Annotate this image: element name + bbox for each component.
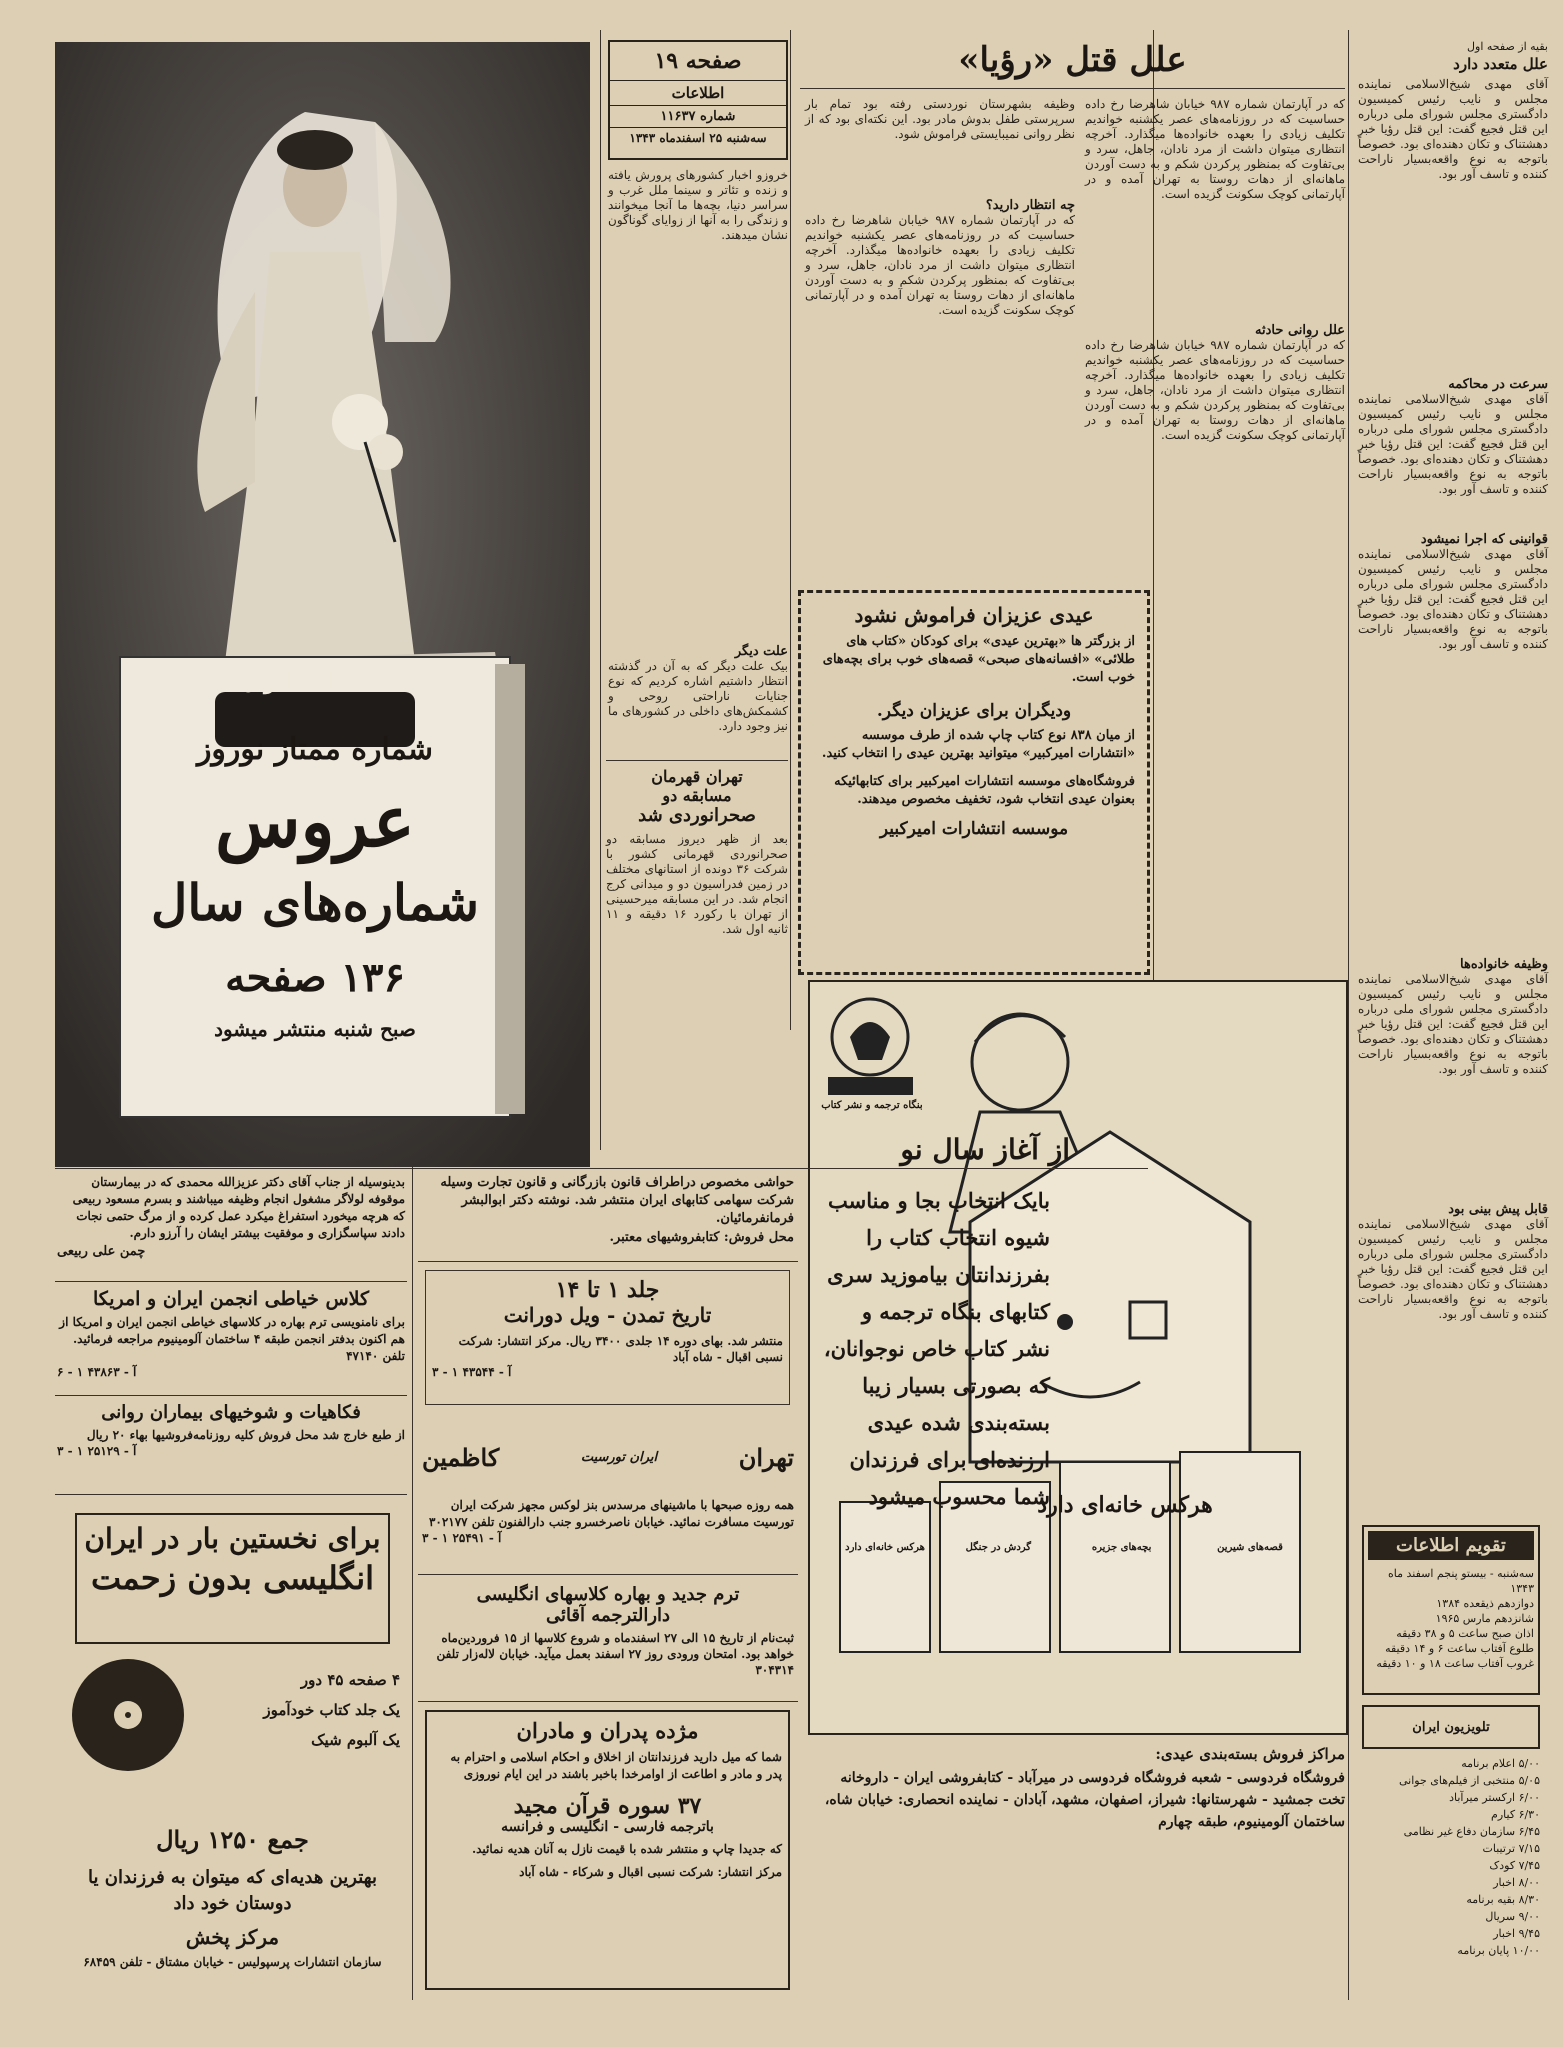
english-title-1: برای نخستین بار در ایران — [84, 1522, 381, 1555]
right-heading-1: علل متعدد دارد — [1453, 55, 1548, 73]
eidi-publisher: موسسه انتشارات امیرکبیر — [879, 819, 1069, 839]
english-list — [200, 1665, 400, 1755]
right-heading-5: قابل پیش بینی بود — [1448, 1202, 1548, 1217]
tv-item: ۵/۰۰ اعلام برنامه — [1461, 1757, 1540, 1770]
english-list-item: یک جلد کتاب خودآموز — [263, 1701, 400, 1719]
right-body-2: آقای مهدی شیخ‌الاسلامی نماینده مجلس و نایب رئیس کمیسیون دادگستری مجلس شورای ملی درباره این قتل فجیع گفت: این قتل رؤیا خبر دهشتناک و تکان دهنده‌ای بود. خصوصاً باتوجه به نوع واقعه‌بسیار ناراحت کننده و تاسف آور بود. — [1358, 392, 1548, 496]
english-center-label: مرکز پخش — [185, 1925, 280, 1949]
main-subhead-2: علل روانی حادثه — [1255, 323, 1345, 338]
history-body: منتشر شد. بهای دوره ۱۴ جلدی ۳۴۰۰ ریال. مرکز انتشار: شرکت نسبی اقبال - شاه آباد — [458, 1334, 783, 1364]
race-title-3: صحرانوردی شد — [638, 805, 756, 826]
book-ad-sales — [810, 1745, 1345, 1995]
calendar-line: غروب آفتاب ساعت ۱۸ و ۱۰ دقیقه — [1376, 1657, 1534, 1670]
right-heading-2: سرعت در محاکمه — [1448, 377, 1548, 392]
history-title-1: جلد ۱ تا ۱۴ — [555, 1277, 660, 1303]
main-article-title: علل قتل «رؤیا» — [800, 38, 1345, 89]
tv-item: ۸/۰۰ اخبار — [1493, 1876, 1540, 1889]
travel-brand: ایران تورسیت — [580, 1449, 658, 1465]
calendar-line: سه‌شنبه - بیستو پنجم اسفند ماه ۱۳۴۳ — [1387, 1567, 1534, 1595]
column-rule — [412, 1160, 413, 2000]
legal-books-text: حواشی مخصوص دراطراف قانون بازرگانی و قانون تجارت وسیله شرکت سهامی کتابهای ایران منتشر شد. نوشته دکتر ابوالبشر فرمانفرمائیان. — [440, 1175, 794, 1226]
jokes-ad — [55, 1400, 407, 1495]
english-ad — [60, 1505, 405, 1995]
eidi-line2: از میان ۸۳۸ نوع کتاب چاپ شده از طرف موسسه «انتشارات امیرکبیر» میتوانید بهترین عیدی را انتخاب کنید. — [821, 728, 1135, 761]
history-ad — [425, 1270, 790, 1405]
tv-item: ۹/۰۰ سریال — [1485, 1910, 1540, 1923]
book-ad-body: بایک انتخاب بجا و مناسب شیوه انتخاب کتاب را بفرزندانتان بیاموزید سری کتابهای بنگاه ترجمه و نشر کتاب خاص نوجوانان، که بصورتی بسیار زیبا بسته‌بندی شده عیدی ارزنده‌ای برای فرزندان شما محسوب میشود — [823, 1188, 1050, 1509]
eidi-title: عیدی عزیزان فراموش نشود — [854, 603, 1094, 627]
tehran-race-article — [606, 760, 788, 1130]
travel-city-1: تهران — [738, 1442, 794, 1472]
issue-date: سه‌شنبه ۲۵ اسفندماه ۱۳۴۳ — [629, 131, 767, 145]
tv-logo: تلویزیون ایران — [1362, 1705, 1540, 1749]
tv-item: ۵/۰۵ منتخبی از فیلم‌های جوانی — [1399, 1774, 1540, 1787]
banovan-line1: شماره ممتاز نوروز — [196, 732, 434, 767]
english-list-item: ۴ صفحه ۴۵ دور — [300, 1671, 400, 1689]
publisher-logo-caption: بنگاه ترجمه و نشر کتاب — [821, 1100, 923, 1111]
banovan-line4: ۱۳۶ صفحه — [225, 954, 405, 1001]
english-list-item: یک آلبوم شیک — [311, 1731, 400, 1749]
jokes-ref: آ - ۲۵۱۲۹ ۱ - ۳ — [57, 1444, 137, 1458]
race-title-1: تهران قهرمان — [651, 767, 743, 786]
eidi-line1: از بزرگتر ها «بهترین عیدی» برای کودکان «کتاب های طلائی» «افسانه‌های صبحی» قصه‌های خوب برای بچه‌های خوب است. — [822, 634, 1135, 685]
continued-label: بقیه از صفحه اول — [1467, 40, 1548, 53]
sales-body: فروشگاه فردوسی - شعبه فروشگاه فردوسی در میرآباد - کتابفروشی ایران - داروخانه تخت جمشید - شهرستانها: شیراز، اصفهان، مشهد، آبادان - نماینده انحصاری: خیابان شاه، ساختمان آلومینیوم، طبقه چهارم — [824, 1770, 1345, 1830]
tv-item: ۶/۰۰ ارکستر میرآباد — [1449, 1791, 1540, 1804]
banovan-line5: صبح شنبه منتشر میشود — [214, 1017, 416, 1041]
travel-city-2: کاظمین — [422, 1442, 500, 1472]
eidi-ad — [798, 590, 1150, 975]
calendar-line: دوازدهم ذیقعده ۱۳۸۴ — [1436, 1597, 1534, 1610]
jokes-body: از طبع خارج شد محل فروش کلیه روزنامه‌فروشیها بهاء ۲۰ ریال — [86, 1428, 405, 1442]
eidi-subtitle: وديگران برای عزیزان دیگر. — [876, 701, 1072, 721]
classes-title-1: ترم جدید و بهاره کلاسهای انگلیسی — [476, 1584, 740, 1605]
column-rule — [1348, 30, 1349, 2000]
tv-schedule — [1362, 1705, 1540, 1995]
tailoring-title: کلاس خیاطی انجمن ایران و امریکا — [92, 1288, 370, 1310]
banovan-ad — [55, 42, 590, 1167]
tailoring-body: برای نامنویسی ترم بهاره در کلاسهای خیاطی انجمن ایران و امریکا از هم اکنون بدفتر انجمن طبقه ۴ ساختمان آلومینیوم مراجعه فرمائید. تلفن ۴۷۱۴۰ — [59, 1315, 405, 1363]
tailoring-ad — [55, 1286, 407, 1396]
page-label: صفحه ۱۹ — [610, 42, 786, 81]
classes-body: ثبت‌نام از تاریخ ۱۵ الی ۲۷ اسفندماه و شروع کلاسها از ۱۵ فروردین‌ماه خواهد بود. امتحان ورودی روز ۲۷ اسفند بعمل میآید. خیابان لاله‌زار تلفن ۳۰۴۳۱۴ — [436, 1631, 794, 1677]
main-body-col2: که در آپارتمان شماره ۹۸۷ خیابان شاهرضا رخ داده حساسیت که در روزنامه‌های عصر یکشنبه خواندیم تکلیف زیادی را بعهده خانواده‌ها میگذارد. آخرچه انتظاری میتوان داشت از مرد نادان، جاهل، سرد و بی‌تفاوت که بمنظور پرکردن شکم و به دست آوردن ماهانه‌ای از دهات روستا به تهران آمده و در آپارتمانی کوچک سکونت گزیده است. — [805, 213, 1075, 317]
record-icon — [68, 1655, 188, 1775]
thanks-text: بدینوسیله از جناب آقای دکتر عزیزالله محمدی که در بیمارستان موقوفه لولاگر مشغول انجام وظیفه میباشند و بسرم مسعود ربیعی که هرچه میخورد استفراغ میکرد عمل کرده و از مرگ حتمی نجات دادند سپاسگزاری و موفقیت بیشتر ایشان را آرزو دارم. — [72, 1175, 405, 1240]
legal-books-place: محل فروش: کتابفروشیهای معتبر. — [609, 1230, 794, 1245]
quran-body-2: که جدیدا چاپ و منتشر شده با قیمت نازل به آنان هدیه نمائید. — [471, 1842, 782, 1856]
inner-body-2: بیک علت دیگر که به آن در گذشته انتظار داشتیم اشاره کردیم که نوع جنایات ناراحتی روحی و کشمکش‌های داخلی در کشورهای ما نیز وجود دارد. — [608, 659, 788, 733]
english-title-2: انگلیسی بدون زحمت — [90, 1559, 375, 1597]
race-title-2: مسابقه دو — [662, 786, 732, 805]
issue-number: شماره ۱۱۶۳۷ — [610, 106, 786, 128]
right-body-3: آقای مهدی شیخ‌الاسلامی نماینده مجلس و نایب رئیس کمیسیون دادگستری مجلس شورای ملی درباره این قتل فجیع گفت: این قتل رؤیا خبر دهشتناک و تکان دهنده‌ای بود. خصوصاً باتوجه به نوع واقعه‌بسیار ناراحت کننده و تاسف آور بود. — [1358, 547, 1548, 651]
main-body-col1: که در آپارتمان شماره ۹۸۷ خیابان شاهرضا رخ داده حساسیت که در روزنامه‌های عصر یکشنبه خواندیم تکلیف زیادی را بعهده خانواده‌ها میگذارد. آخرچه انتظاری میتوان داشت از مرد نادان، جاهل، سرد و بی‌تفاوت که بمنظور پرکردن شکم و به دست آوردن ماهانه‌ای از دهات روستا به تهران آمده و در آپارتمانی کوچک سکونت گزیده است. — [1085, 97, 1345, 201]
main-subhead-1: چه انتظار دارید؟ — [985, 198, 1075, 213]
right-body-5: آقای مهدی شیخ‌الاسلامی نماینده مجلس و نایب رئیس کمیسیون دادگستری مجلس شورای ملی درباره این قتل فجیع گفت: این قتل رؤیا خبر دهشتناک و تکان دهنده‌ای بود. خصوصاً باتوجه به نوع واقعه‌بسیار ناراحت کننده و تاسف آور بود. — [1358, 1217, 1548, 1321]
sales-title: مراکز فروش بسته‌بندی عیدی: — [1155, 1745, 1345, 1763]
tv-item: ۷/۴۵ کودک — [1489, 1859, 1540, 1872]
travel-ad — [418, 1415, 798, 1575]
tv-item: ۱۰/۰۰ پایان برنامه — [1457, 1944, 1540, 1957]
tv-item: ۷/۱۵ ترتیبات — [1482, 1842, 1540, 1855]
travel-body: همه روزه صبحها با ماشینهای مرسدس بنز لوکس مجهز شرکت ایران تورسیت مسافرت نمائید. خیابان ناصرخسرو جنب دارالفنون تلفن ۳۰۲۱۷۷ — [428, 1498, 794, 1529]
quran-body: شما که میل دارید فرزندانتان از اخلاق و احکام اسلامی و احترام به پدر و مادر و اطاعت از اوامرخدا باخبر باشند در این ایام نوروزی — [450, 1750, 782, 1781]
banovan-logo: اطلاعات بانوان — [239, 665, 391, 694]
race-body: بعد از ظهر دیروز مسابقه دو صحرانوردی قهرمانی کشور با شرکت ۳۶ دونده از استانهای مختلف در زمین فدراسیون دو و میدانی کرج انجام شد. در این مسابقه میرحسینی از تهران با رکورد ۱۶ دقیقه و ۱۱ ثانیه اول شد. — [606, 832, 788, 936]
english-price: جمع ۱۲۵۰ ریال — [156, 1825, 309, 1854]
right-heading-3: قوانینی که اجرا نمیشود — [1420, 532, 1548, 547]
classes-title-2: دارالترجمه آقائی — [545, 1605, 671, 1626]
column-rule — [600, 30, 601, 1150]
quran-ad — [425, 1710, 790, 1990]
book-ad-headline: از آغاز سال نو — [900, 1133, 1070, 1166]
english-classes-ad — [418, 1582, 798, 1702]
masthead-box — [608, 40, 788, 160]
house-caption: هرکس خانه‌ای دارد — [1037, 1492, 1213, 1518]
paper-name: اطلاعات — [610, 81, 786, 106]
jokes-title: فکاهیات و شوخیهای بیماران روانی — [101, 1402, 361, 1423]
quran-book-title: ۳۷ سوره قرآن مجید — [513, 1793, 702, 1819]
quran-title: مژده پدران و مادران — [516, 1718, 699, 1743]
inner-subhead: علت دیگر — [734, 644, 788, 659]
right-heading-4: وظیفه خانواده‌ها — [1460, 957, 1548, 972]
quran-langs: باترجمه فارسی - انگلیسی و فرانسه — [501, 1819, 714, 1835]
travel-ref: آ - ۲۵۴۹۱ ۱ - ۳ — [422, 1531, 502, 1545]
thanks-signature: چمن علی ربیعی — [57, 1244, 146, 1259]
thanks-notice — [55, 1172, 407, 1282]
calendar-box — [1362, 1525, 1540, 1695]
tv-item: ۹/۴۵ اخبار — [1493, 1927, 1540, 1940]
book-title-2: گردش در جنگل — [965, 1542, 1032, 1553]
book-title-4: قصه‌های شیرین — [1217, 1542, 1283, 1553]
history-title-2: تاریخ تمدن - ویل دورانت — [503, 1303, 712, 1327]
eidi-line3: فروشگاه‌های موسسه انتشارات امیرکبیر برای کتابهائیکه بعنوان عیدی انتخاب شود، تخفیف مخصوص میدهند. — [834, 774, 1135, 807]
calendar-lines — [1368, 1566, 1534, 1671]
main-body-col1b: که در آپارتمان شماره ۹۸۷ خیابان شاهرضا رخ داده حساسیت که در روزنامه‌های عصر یکشنبه خواندیم تکلیف زیادی را بعهده خانواده‌ها میگذارد. آخرچه انتظاری میتوان داشت از مرد نادان، جاهل، سرد و بی‌تفاوت که بمنظور پرکردن شکم و به دست آوردن ماهانه‌ای از دهات روستا به تهران آمده و در آپارتمانی کوچک سکونت گزیده است. — [1085, 338, 1345, 442]
column-rule — [790, 30, 791, 1030]
english-center: سازمان انتشارات پرسپولیس - خیابان مشتاق - تلفن ۶۸۴۵۹ — [83, 1955, 382, 1969]
tv-items — [1362, 1755, 1540, 1959]
tailoring-ref: آ - ۴۳۸۶۳ ۱ - ۶ — [57, 1365, 137, 1379]
quran-center: مرکز انتشار: شرکت نسبی اقبال و شرکاء - شاه آباد — [519, 1865, 782, 1879]
book-ad — [808, 980, 1348, 1735]
book-title-3: بچه‌های جزیره — [1091, 1542, 1152, 1553]
calendar-title: تقویم اطلاعات — [1368, 1531, 1534, 1560]
tv-item: ۶/۳۰ کیارم — [1491, 1808, 1540, 1821]
inner-body-1: خروزو اخبار کشورهای پرورش یافته و زنده و تئاتر و سینما ملل غرب و سراسر دنیا، بچه‌ها ما آنجا میخوانند و زندگی را به آنها از زوایای گوناگون نشان میدهند. — [608, 168, 788, 242]
calendar-line: طلوع آفتاب ساعت ۶ و ۱۴ دقیقه — [1385, 1642, 1534, 1655]
right-body-1: آقای مهدی شیخ‌الاسلامی نماینده مجلس و نایب رئیس کمیسیون دادگستری مجلس شورای ملی درباره این قتل فجیع گفت: این قتل رؤیا خبر دهشتناک و تکان دهنده‌ای بود. خصوصاً باتوجه به نوع واقعه‌بسیار ناراحت کننده و تاسف آور بود. — [1358, 77, 1548, 181]
book-title-1: هرکس خانه‌ای دارد — [845, 1542, 925, 1553]
legal-books-ad — [418, 1172, 798, 1262]
tv-item: ۸/۳۰ بقیه برنامه — [1466, 1893, 1540, 1906]
calendar-line: شانزدهم مارس ۱۹۶۵ — [1435, 1612, 1534, 1625]
right-column — [1358, 40, 1548, 1321]
history-ref: آ - ۴۳۵۴۴ ۱ - ۳ — [432, 1365, 512, 1379]
tv-item: ۶/۴۵ سازمان دفاع غیر نظامی — [1403, 1825, 1540, 1838]
banovan-line3: شماره‌های سال — [151, 873, 479, 932]
banovan-line2: عروس — [215, 780, 415, 863]
main-intro: وظیفه بشهرستان نوردستی رفته بود تمام بار سرپرستی طفل بدوش مادر بود. این نکته‌ای بود که از نظر روانی نمیبایستی فراموش شود. — [805, 97, 1075, 141]
calendar-line: اذان صبح ساعت ۵ و ۳۸ دقیقه — [1396, 1627, 1534, 1640]
english-gift: بهترین هدیه‌ای که میتوان به فرزندان یا دوستان خود داد — [88, 1867, 377, 1914]
right-body-4: آقای مهدی شیخ‌الاسلامی نماینده مجلس و نایب رئیس کمیسیون دادگستری مجلس شورای ملی درباره این قتل فجیع گفت: این قتل رؤیا خبر دهشتناک و تکان دهنده‌ای بود. خصوصاً باتوجه به نوع واقعه‌بسیار ناراحت کننده و تاسف آور بود. — [1358, 972, 1548, 1076]
